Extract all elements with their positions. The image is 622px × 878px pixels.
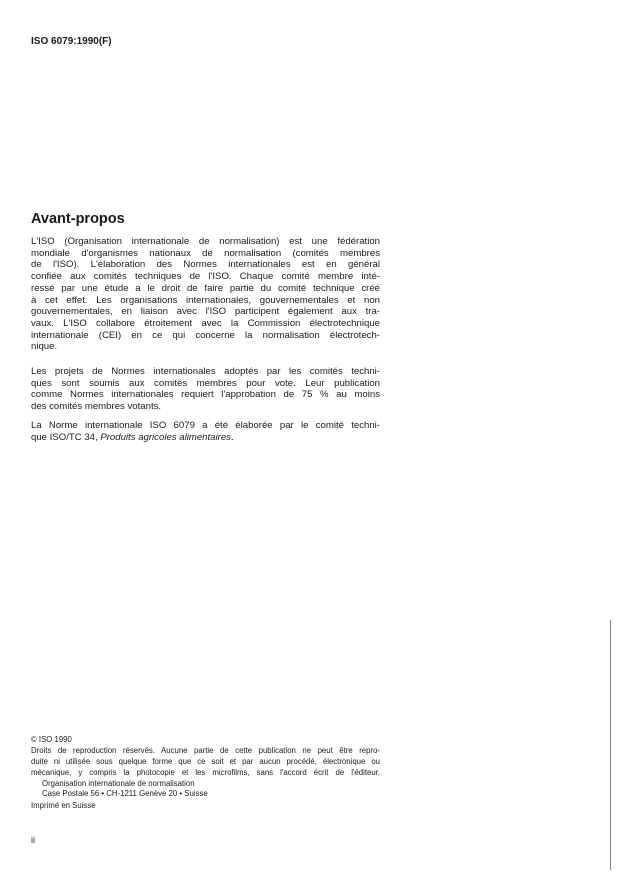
text-line: Droits de reproduction réservés. Aucune partie de cette publication ne peut être repro-: [31, 746, 380, 755]
text-fragment: que ISO/TC 34,: [31, 431, 101, 443]
copyright-notice: [31, 735, 380, 746]
text-line: duite ni utilisée sous quelque forme que ce soit et par aucun procédé, électronique ou: [31, 756, 380, 766]
rights-notice: [31, 746, 380, 778]
paragraph-iso-intro: [31, 236, 380, 353]
text-line: mondiale d'organismes nationaux de normalisation (comités membres: [31, 247, 380, 259]
publisher-address: [42, 779, 208, 799]
copyright-line: © ISO 1990: [31, 735, 72, 744]
committee-title: Produits agricoles alimentaires: [100, 431, 231, 443]
document-id: ISO 6079:1990(F): [31, 36, 112, 47]
text-line: vaux. L'ISO collabore étroitement avec la Commission électrotechnique: [31, 317, 380, 329]
text-line: ressé par une étude a le droit de faire partie du comité technique créé: [31, 282, 380, 294]
text-line: comme Normes internationales requiert l'approbation de 75 % au moins: [31, 389, 380, 401]
scan-edge-line: [610, 620, 611, 870]
text-line: La Norme internationale ISO 6079 a été élaborée par le comité techni-: [31, 420, 380, 431]
text-line: internationale (CEI) en ce qui concerne la normalisation électrotech-: [31, 329, 380, 341]
printed-in: Imprimé en Suisse: [31, 801, 96, 810]
text-line: gouvernementales, en liaison avec l'ISO participent également aux tra-: [31, 306, 380, 318]
paragraph-committee: [31, 420, 380, 443]
text-line: confiée aux comités techniques de l'ISO. Chaque comité membre inté-: [31, 271, 380, 283]
text-line: mécanique, y compris la photocopie et les microfilms, sans l'accord écrit de l'éditeur.: [31, 767, 380, 777]
text-line: de l'ISO). L'élaboration des Normes internationales est en général: [31, 259, 380, 271]
text-line: L'ISO (Organisation internationale de normalisation) est une fédération: [31, 236, 380, 247]
section-heading: Avant-propos: [31, 211, 125, 227]
organization-name: Organisation internationale de normalisation: [42, 779, 195, 788]
postal-address: Case Postale 56 • CH-1211 Genève 20 • Suisse: [42, 789, 208, 798]
paragraph-voting: [31, 366, 380, 413]
page-number: ii: [31, 835, 35, 845]
text-line: ques sont soumis aux comités membres pour vote. Leur publication: [31, 377, 380, 389]
text-line: nique.: [31, 341, 58, 353]
text-fragment: .: [230, 431, 234, 443]
text-line: [31, 432, 380, 444]
text-line: des comités membres votants.: [31, 401, 162, 413]
text-line: Les projets de Normes internationales adoptés par les comités techni-: [31, 366, 380, 377]
text-line: à cet effet. Les organisations internationales, gouvernementales et non: [31, 294, 380, 306]
